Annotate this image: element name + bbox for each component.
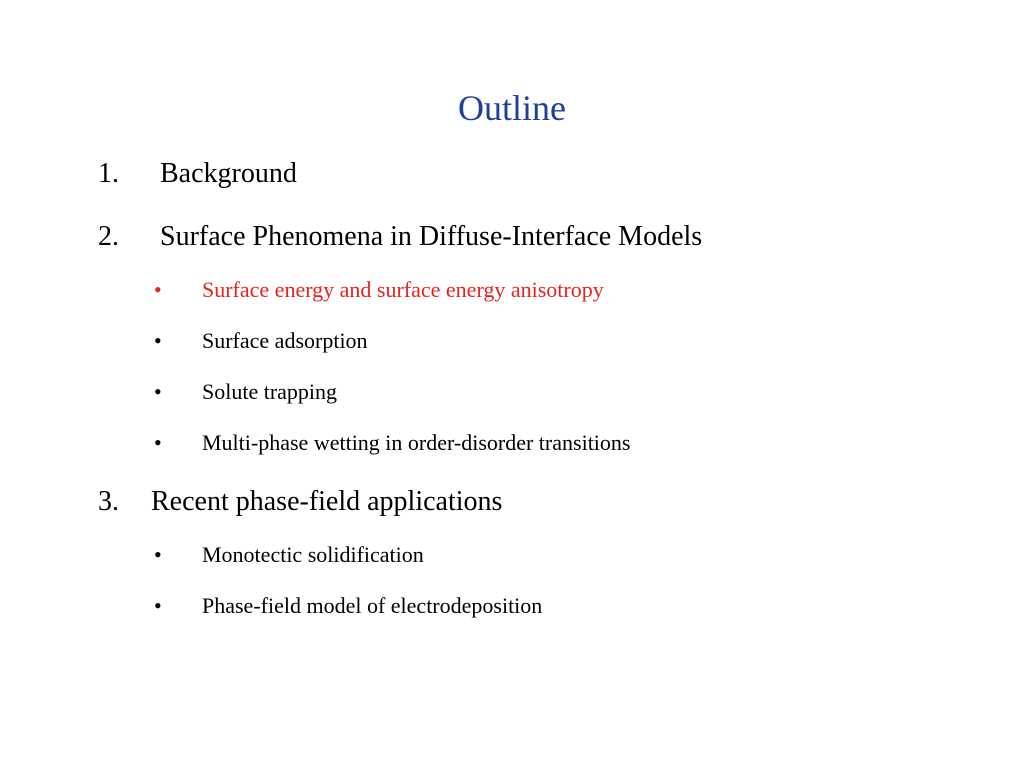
- bullet-text: Surface energy and surface energy anisotropy: [202, 277, 604, 302]
- bullet-marker: •: [154, 277, 162, 302]
- bullet-text: Surface adsorption: [202, 328, 368, 353]
- section-label: Surface Phenomena in Diffuse-Interface Models: [160, 221, 703, 252]
- bullet-text: Solute trapping: [202, 379, 338, 404]
- bullet-marker: •: [154, 328, 162, 353]
- section-number: 3.: [98, 486, 119, 517]
- bullet-marker: •: [154, 593, 162, 618]
- section-label: Background: [160, 158, 297, 189]
- slide-title: Outline: [458, 88, 566, 128]
- bullet-text: Monotectic solidification: [202, 542, 424, 567]
- bullet-text: Phase-field model of electrodeposition: [202, 593, 543, 618]
- section-label: Recent phase-field applications: [151, 486, 503, 517]
- bullet-marker: •: [154, 542, 162, 567]
- bullet-text: Multi-phase wetting in order-disorder transitions: [202, 430, 631, 455]
- section-number: 2.: [98, 221, 119, 252]
- section-number: 1.: [98, 158, 119, 189]
- bullet-marker: •: [154, 379, 162, 404]
- bullet-marker: •: [154, 430, 162, 455]
